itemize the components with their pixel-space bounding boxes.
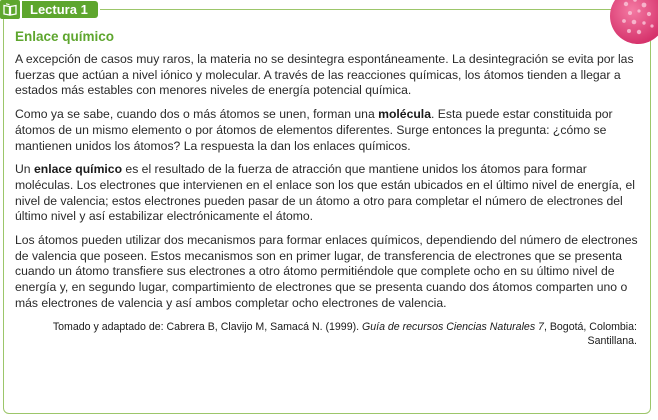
term-molecula: molécula <box>378 107 431 122</box>
paragraph-1: A excepción de casos muy raros, la materia no se desintegra espontáneamente. La desintegración se evita por las fuerzas que actúan a nivel iónico y molecular. A través de las reacciones químicas, los átomos tienden a llegar a estados más estables con menores niveles de energía potencial química. <box>15 52 634 98</box>
paragraph-4: Los átomos pueden utilizar dos mecanismos para formar enlaces químicos, dependiendo del número de electrones de valencia que poseen. Estos mecanismos son en primer lugar, de transferencia de electrones que se presenta cuando un átomo transfiere sus electrones a otro átomo permitiéndole que complete ocho en su último nivel de energía y, en segundo lugar, compartimiento de electrones que se presenta cuando dos átomos comparten uno o más electrones de valencia y así ambos completar ocho electrones de valencia. <box>15 233 638 310</box>
open-book-icon <box>0 0 20 19</box>
citation-prefix: Tomado y adaptado de: Cabrera B, Clavijo M, Samacá N. (1999). <box>52 320 362 333</box>
paragraph-2-after: . Esta puede estar constituida por átomos de un mismo elemento o por átomos de elementos diferentes. Surge entonces la pregunta: ¿cómo se mantienen unidos los átomos? La respuesta la dan los enlaces químicos. <box>15 107 613 153</box>
section-title: Enlace químico <box>15 29 115 44</box>
paragraph-3-after: es el resultado de la fuerza de atracción que mantiene unidos los átomos para formar moléculas. Los electrones que intervienen en el enlace son los que están ubicados en el último nivel de energía, el nivel de valencia; estos electrones pueden pasar de un átomo a otro para completar el número de electrones del último nivel y así estabilizar electrónicamente el átomo. <box>15 162 635 224</box>
citation-book-title: Guía de recursos Ciencias Naturales 7 <box>362 320 544 333</box>
paragraph-2-before: Como ya se sabe, cuando dos o más átomos se unen, forman una <box>15 107 379 122</box>
paragraph-3 <box>15 162 638 225</box>
citation <box>15 320 638 348</box>
reading-badge <box>0 0 100 19</box>
reading-content <box>15 29 638 348</box>
paragraph-3-before: Un <box>15 162 34 177</box>
paragraph-2 <box>15 107 638 154</box>
badge-label: Lectura 1 <box>22 1 98 18</box>
citation-suffix: , Bogotá, Colombia: Santillana. <box>543 320 637 347</box>
term-enlace-quimico: enlace químico <box>33 162 123 177</box>
